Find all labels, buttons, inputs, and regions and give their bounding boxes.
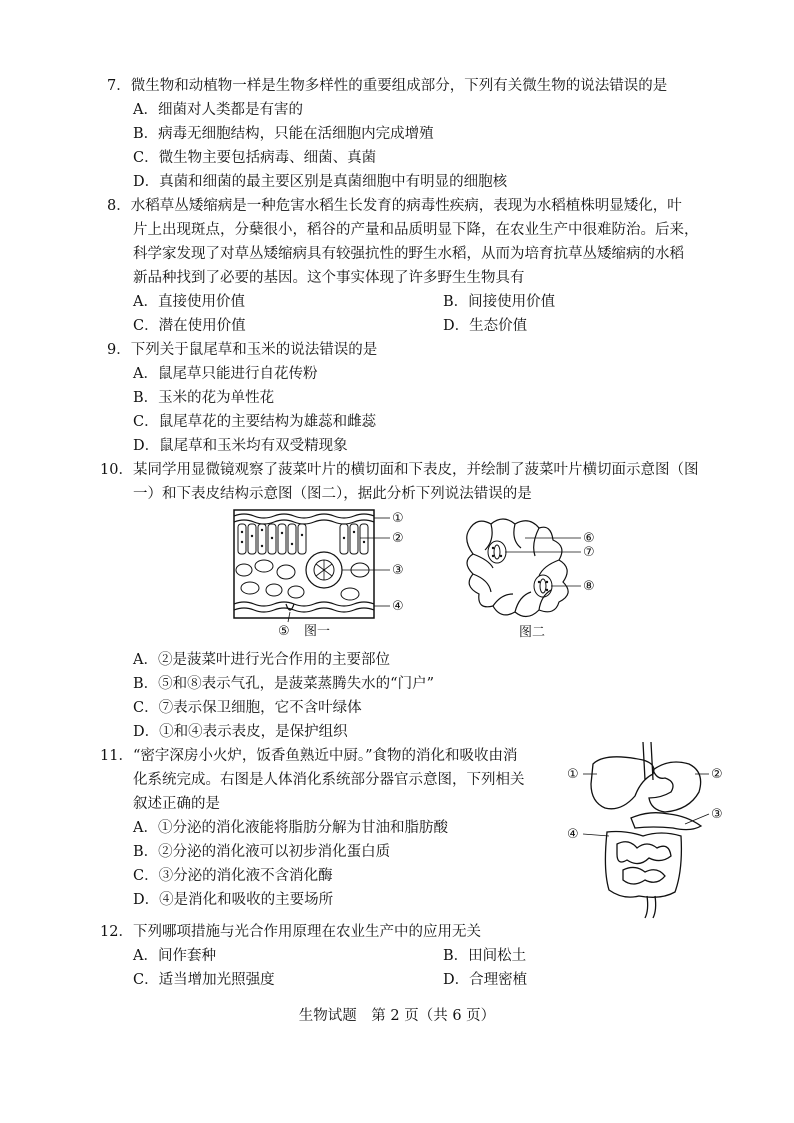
q7-option-b: B．病毒无细胞结构，只能在活细胞内完成增殖: [133, 126, 434, 142]
lower-epidermis-figure: [455, 510, 615, 640]
fig1-label-4: ④: [392, 599, 404, 614]
digestive-system-figure: [565, 740, 725, 920]
q10-option-d: D．①和④表示表皮，是保护组织: [133, 724, 348, 740]
q8-stem-line-4: 新品种找到了必要的基因。这个事实体现了许多野生生物具有: [133, 270, 525, 286]
q8-option-d: D．生态价值: [443, 318, 528, 334]
fig-digest-label-3: ③: [711, 807, 723, 822]
q11-stem-line-3: 叙述正确的是: [133, 796, 220, 812]
q9-option-b: B．玉米的花为单性花: [133, 390, 275, 406]
q8-stem-line-3: 科学家发现了对草丛矮缩病具有较强抗性的野生水稻，从而为培育抗草丛矮缩病的水稻: [133, 246, 684, 262]
q12-stem: 12．下列哪项措施与光合作用原理在农业生产中的应用无关: [100, 924, 481, 940]
q8-stem-line-2: 片上出现斑点，分蘖很小，稻谷的产量和品质明显下降，在农业生产中很难防治。后来，: [133, 222, 699, 238]
q11-option-b: B．②分泌的消化液可以初步消化蛋白质: [133, 844, 391, 860]
q9-option-a: A．鼠尾草只能进行自花传粉: [133, 366, 318, 382]
fig1-label-5: ⑤: [278, 624, 290, 638]
q11-stem-line-1: 11．“密宇深房小火炉，饭香鱼熟近中厨。”食物的消化和吸收由消: [100, 748, 518, 764]
fig2-label-6: ⑥: [583, 531, 595, 546]
q8-option-a: A．直接使用价值: [133, 294, 245, 310]
q12-option-c: C．适当增加光照强度: [133, 972, 275, 988]
q10-option-b: B．⑤和⑧表示气孔，是菠菜蒸腾失水的“门户”: [133, 676, 434, 692]
q11-option-d: D．④是消化和吸收的主要场所: [133, 892, 334, 908]
fig-digest-label-2: ②: [711, 767, 723, 782]
q10-stem-line-2: 一）和下表皮结构示意图（图二），据此分析下列说法错误的是: [133, 486, 532, 502]
q7-stem: 7．微生物和动植物一样是生物多样性的重要组成部分，下列有关微生物的说法错误的是: [107, 78, 668, 94]
fig-digest-label-4: ④: [567, 827, 579, 842]
q7-option-a: A．细菌对人类都是有害的: [133, 102, 303, 118]
q12-option-b: B．田间松土: [443, 948, 527, 964]
q8-stem-line-1: 8．水稻草丛矮缩病是一种危害水稻生长发育的病毒性疾病，表现为水稻植株明显矮化，叶: [107, 198, 682, 214]
fig2-caption: 图二: [519, 625, 546, 640]
q10-stem-line-1: 10．某同学用显微镜观察了菠菜叶片的横切面和下表皮，并绘制了菠菜叶片横切面示意图（图: [100, 462, 699, 478]
fig1-label-2: ②: [392, 531, 404, 546]
fig1-caption: 图一: [304, 624, 331, 638]
q10-option-c: C．⑦表示保卫细胞，它不含叶绿体: [133, 700, 362, 716]
q11-stem-line-2: 化系统完成。右图是人体消化系统部分器官示意图，下列相关: [133, 772, 525, 788]
q9-option-c: C．鼠尾草花的主要结构为雄蕊和雌蕊: [133, 414, 377, 430]
fig1-label-3: ③: [392, 563, 404, 578]
q9-stem: 9．下列关于鼠尾草和玉米的说法错误的是: [107, 342, 378, 358]
q8-option-b: B．间接使用价值: [443, 294, 556, 310]
leaf-cross-section-figure: [230, 508, 420, 638]
fig2-label-8: ⑧: [583, 579, 595, 594]
fig1-label-1: ①: [392, 511, 404, 526]
fig2-label-7: ⑦: [583, 545, 595, 560]
q7-option-d: D．真菌和细菌的最主要区别是真菌细胞中有明显的细胞核: [133, 174, 508, 190]
page-footer: 生物试题 第 2 页（共 6 页）: [298, 1008, 496, 1024]
fig-digest-label-1: ①: [567, 767, 579, 782]
q9-option-d: D．鼠尾草和玉米均有双受精现象: [133, 438, 348, 454]
q8-option-c: C．潜在使用价值: [133, 318, 246, 334]
q7-option-c: C．微生物主要包括病毒、细菌、真菌: [133, 150, 377, 166]
q11-option-a: A．①分泌的消化液能将脂肪分解为甘油和脂肪酸: [133, 820, 448, 836]
q12-option-a: A．间作套种: [133, 948, 216, 964]
q10-option-a: A．②是菠菜叶进行光合作用的主要部位: [133, 652, 390, 668]
q11-option-c: C．③分泌的消化液不含消化酶: [133, 868, 333, 884]
q12-option-d: D．合理密植: [443, 972, 528, 988]
